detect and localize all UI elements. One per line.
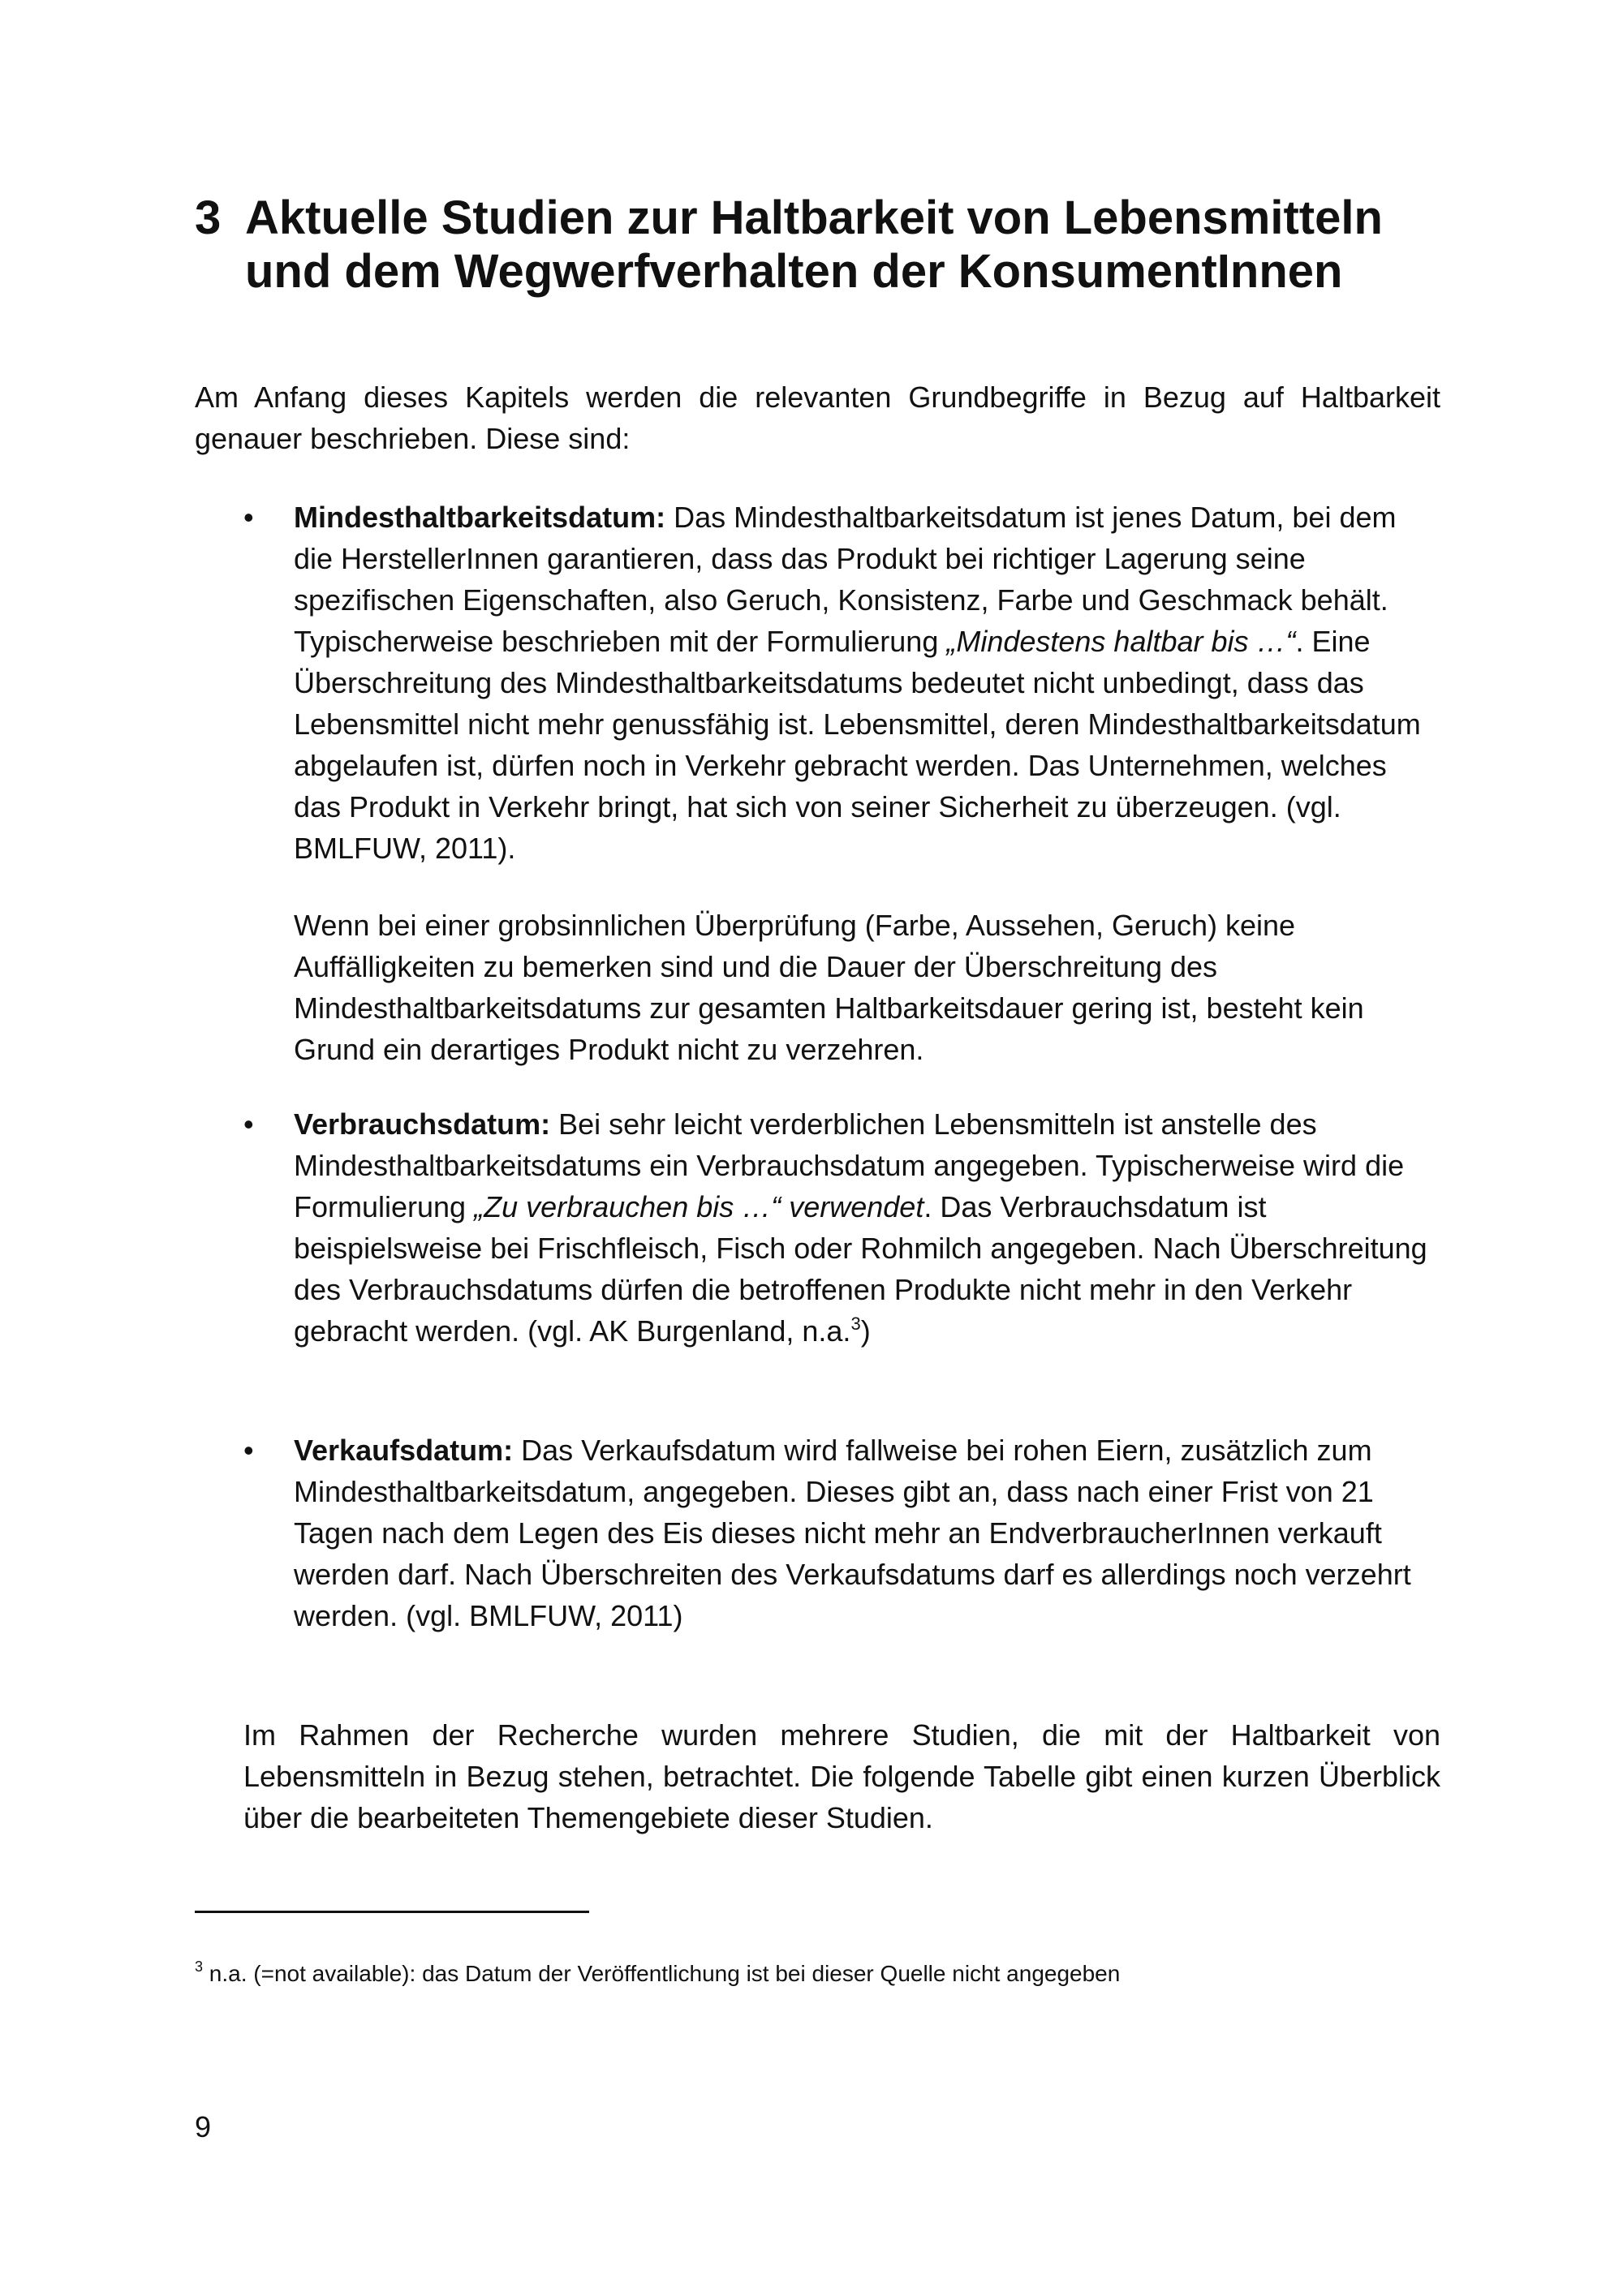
page-number: 9: [195, 2110, 212, 2143]
closing-paragraph: Im Rahmen der Recherche wurden mehrere Studien, die mit der Haltbarkeit von Lebensmitteln in Bezug stehen, betrachtet. Die folgende Tabelle gibt einen kurzen Überblick über die bearbeiteten Themengebiete dieser Studien.: [243, 1718, 1440, 1834]
bullet-icon: •: [243, 501, 254, 534]
definition-body: Das Mindesthaltbarkeitsdatum ist jenes Datum, bei dem die HerstellerInnen garantieren, dass das Produkt bei richtiger Lagerung seine spezifischen Eigenschaften, also Geruch, Konsistenz, Farbe und Geschmack behält. Typischerweise beschrieben mit der Formulierung: [294, 501, 1397, 658]
definition-quote: „Zu verbrauchen bis …“ verwendet: [474, 1190, 924, 1223]
definition-subparagraph: Wenn bei einer grobsinnlichen Überprüfung (Farbe, Aussehen, Geruch) keine Auffälligkeiten zu bemerken sind und die Dauer der Überschreitung des Mindesthaltbarkeitsdatums zur gesamten Haltbarkeitsdauer gering ist, besteht kein Grund ein derartiges Produkt nicht zu verzehren.: [294, 909, 1364, 1066]
chapter-heading: [195, 191, 1461, 299]
chapter-number: 3: [195, 191, 222, 244]
definition-body: Das Verkaufsdatum wird fallweise bei rohen Eiern, zusätzlich zum Mindesthaltbarkeitsdatum, angegeben. Dieses gibt an, dass nach einer Frist von 21 Tagen nach dem Legen des Eis dieses nicht mehr an EndverbraucherInnen verkauft werden darf. Nach Überschreiten des Verkaufsdatums darf es allerdings noch verzehrt werden. (vgl. BMLFUW, 2011): [294, 1434, 1411, 1632]
intro-paragraph: Am Anfang dieses Kapitels werden die relevanten Grundbegriffe in Bezug auf Haltbarkeit genauer beschrieben. Diese sind:: [195, 381, 1440, 455]
footnote-reference: 3: [850, 1314, 861, 1334]
definition-text: [294, 497, 1430, 869]
definition-term: Verkaufsdatum:: [294, 1434, 514, 1467]
definition-body-continued: . Eine Überschreitung des Mindesthaltbarkeitsdatums bedeutet nicht unbedingt, dass das Lebensmittel nicht mehr genussfähig ist. Lebensmittel, deren Mindesthaltbarkeitsdatum abgelaufen ist, dürfen noch in Verkehr gebracht werden. Das Unternehmen, welches das Produkt in Verkehr bringt, hat sich von seiner Sicherheit zu überzeugen. (vgl. BMLFUW, 2011).: [294, 625, 1421, 865]
footnote: [195, 1958, 1444, 1990]
definition-text: [294, 1103, 1430, 1352]
definition-item-verkaufsdatum: [243, 1430, 1430, 1636]
definition-quote: „Mindestens haltbar bis …“: [946, 625, 1296, 658]
definition-item-mindesthaltbarkeitsdatum: [243, 497, 1430, 1070]
definition-text: [294, 1430, 1430, 1636]
bullet-icon: •: [243, 1434, 254, 1467]
definition-term: Mindesthaltbarkeitsdatum:: [294, 501, 666, 534]
chapter-title-line-2: und dem Wegwerfverhalten der KonsumentInnen: [245, 245, 1343, 298]
definition-body-continued: . Das Verbrauchsdatum ist beispielsweise bei Frischfleisch, Fisch oder Rohmilch angegeben. Nach Überschreitung des Verbrauchsdatums dürfen die betroffenen Produkte nicht mehr in den Verkehr gebracht werden. (vgl. AK Burgenland, n.a.: [294, 1190, 1427, 1348]
footnote-text: n.a. (=not available): das Datum der Veröffentlichung ist bei dieser Quelle nicht angegeben: [203, 1961, 1121, 1986]
footnote-divider: [195, 1911, 589, 1913]
definition-item-verbrauchsdatum: [243, 1103, 1430, 1352]
chapter-title-line-1: Aktuelle Studien zur Haltbarkeit von Lebensmitteln: [245, 191, 1383, 244]
definition-body-end: ): [860, 1314, 871, 1348]
footnote-number: 3: [195, 1958, 204, 1975]
bullet-icon: •: [243, 1107, 254, 1141]
definition-body: Bei sehr leicht verderblichen Lebensmitteln ist anstelle des Mindesthaltbarkeitsdatums ein Verbrauchsdatum angegeben. Typischerweise wird die Formulierung: [294, 1107, 1405, 1223]
definition-term: Verbrauchsdatum:: [294, 1107, 551, 1141]
